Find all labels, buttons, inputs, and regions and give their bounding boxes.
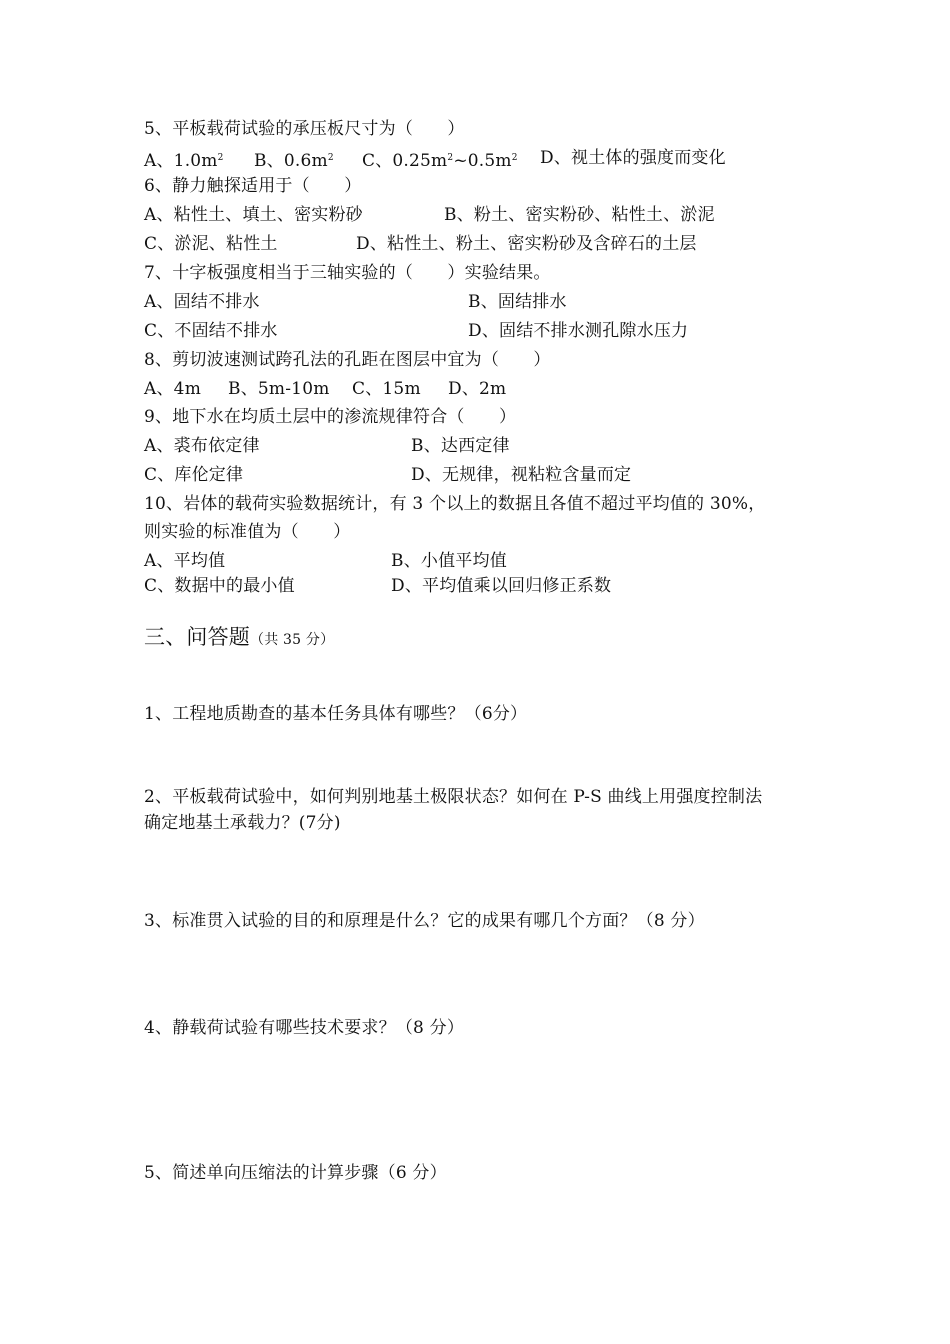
- short-answer-q4: 4、静载荷试验有哪些技术要求？（8 分）: [144, 1018, 465, 1038]
- q7-option-a: A、固结不排水: [144, 292, 260, 312]
- q7-option-b: B、固结排水: [468, 292, 567, 312]
- q10-option-d: D、平均值乘以回归修正系数: [391, 576, 612, 596]
- q8-option-d: D、2m: [448, 379, 507, 399]
- q10-option-a: A、平均值: [144, 551, 226, 571]
- q5-option-b: B、$0.6m^2$: [254, 151, 334, 171]
- q7-option-d: D、固结不排水测孔隙水压力: [468, 321, 689, 341]
- section3-score: （共 35 分）: [250, 632, 335, 648]
- q5-stem: 5、平板载荷试验的承压板尺寸为（ ）: [144, 119, 465, 139]
- q7-option-c: C、不固结不排水: [144, 321, 278, 341]
- q5-option-c: C、$0.25m^2\sim 0.5m^2$: [362, 151, 518, 171]
- q8-option-c: C、15m: [352, 379, 421, 399]
- q6-option-b: B、粉土、密实粉砂、粘性土、淤泥: [444, 205, 715, 225]
- short-answer-q2-line2: 确定地基土承载力？(7分): [144, 813, 341, 833]
- section3-title: 三、问答题: [144, 625, 250, 649]
- short-answer-q5: 5、简述单向压缩法的计算步骤（6 分）: [144, 1163, 447, 1183]
- q7-stem: 7、十字板强度相当于三轴实验的（ ）实验结果。: [144, 263, 551, 283]
- q10-stem-line2: 则实验的标准值为（ ）: [144, 522, 351, 542]
- q9-option-c: C、库伦定律: [144, 465, 244, 485]
- q10-option-b: B、小值平均值: [391, 551, 507, 571]
- q10-stem-line1: 10、岩体的载荷实验数据统计，有 3 个以上的数据且各值不超过平均值的 30%，: [144, 494, 766, 514]
- q6-option-c: C、淤泥、粘性土: [144, 234, 278, 254]
- short-answer-q2-line1: 2、平板载荷试验中，如何判别地基土极限状态？如何在 P-S 曲线上用强度控制法: [144, 787, 763, 807]
- q9-stem: 9、地下水在均质土层中的渗流规律符合（ ）: [144, 407, 517, 427]
- short-answer-q3: 3、标准贯入试验的目的和原理是什么？它的成果有哪几个方面？（8 分）: [144, 911, 705, 931]
- q5-option-d: D、视土体的强度而变化: [540, 148, 726, 168]
- q9-option-a: A、裘布依定律: [144, 436, 260, 456]
- q6-option-a: A、粘性土、填土、密实粉砂: [144, 205, 363, 225]
- q9-option-d: D、无规律，视粘粒含量而定: [411, 465, 632, 485]
- section3-heading: [144, 624, 334, 653]
- q8-option-a: A、4m: [144, 379, 202, 399]
- q8-stem: 8、剪切波速测试跨孔法的孔距在图层中宜为（ ）: [144, 350, 551, 370]
- q5-option-a: A、$1.0m^2$: [144, 151, 224, 171]
- q8-option-b: B、5m-10m: [228, 379, 330, 399]
- q6-option-d: D、粘性土、粉土、密实粉砂及含碎石的土层: [356, 234, 697, 254]
- q10-option-c: C、数据中的最小值: [144, 576, 295, 596]
- short-answer-q1: 1、工程地质勘查的基本任务具体有哪些？（6分）: [144, 704, 528, 724]
- q6-stem: 6、静力触探适用于（ ）: [144, 176, 362, 196]
- q9-option-b: B、达西定律: [411, 436, 510, 456]
